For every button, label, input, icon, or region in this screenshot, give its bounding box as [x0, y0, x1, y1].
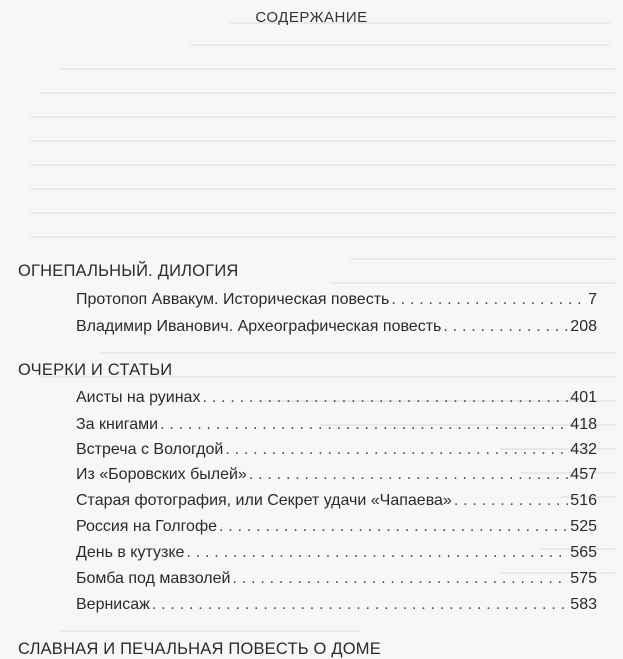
toc-entry-page: 516: [570, 492, 597, 509]
toc-entry[interactable]: [76, 544, 597, 562]
toc-entry-page: 565: [570, 544, 597, 561]
toc-entry[interactable]: [76, 492, 597, 510]
toc-entry-title: Аисты на руинах: [76, 389, 201, 406]
toc-entry[interactable]: [76, 291, 597, 309]
toc-entry[interactable]: [76, 596, 597, 614]
toc-entry-page: 575: [570, 570, 597, 587]
toc-entry-title: Бомба под мавзолей: [76, 570, 231, 587]
leader-dots: [160, 416, 568, 434]
toc-entry-page: 432: [570, 441, 597, 458]
toc-entry[interactable]: [76, 318, 597, 336]
toc-entry-title: День в кутузке: [76, 544, 185, 561]
toc-entry-title: Владимир Иванович. Археографическая повесть: [76, 318, 442, 335]
leader-dots: [219, 518, 568, 536]
toc-entry-title: Вернисаж: [76, 596, 150, 613]
toc-entry-title: Протопоп Аввакум. Историческая повесть: [76, 291, 390, 308]
toc-entry[interactable]: [76, 518, 597, 536]
toc-entry[interactable]: [76, 466, 597, 484]
section-title-ocherki: ОЧЕРКИ И СТАТЬИ: [18, 361, 173, 379]
leader-dots: [186, 544, 568, 562]
leader-dots: [443, 318, 568, 336]
toc-entry-page: 525: [570, 518, 597, 535]
toc-entry-page: 7: [588, 291, 597, 308]
toc-entry-page: 208: [570, 318, 597, 335]
leader-dots: [152, 596, 568, 614]
leader-dots: [202, 389, 568, 407]
toc-entry-title: Из «Боровских былей»: [76, 466, 247, 483]
toc-entry-page: 401: [570, 389, 597, 406]
section-title-slavnaya: СЛАВНАЯ И ПЕЧАЛЬНАЯ ПОВЕСТЬ О ДОМЕ: [18, 640, 381, 658]
section-title-ognepalny: ОГНЕПАЛЬНЫЙ. ДИЛОГИЯ: [18, 262, 239, 280]
toc-entry-page: 418: [570, 416, 597, 433]
page-title: СОДЕРЖАНИЕ: [255, 9, 368, 26]
toc-entry-title: За книгами: [76, 416, 159, 433]
toc-entry-title: Встреча с Вологдой: [76, 441, 224, 458]
toc-entry[interactable]: [76, 441, 597, 459]
leader-dots: [454, 492, 568, 510]
leader-dots: [391, 291, 586, 309]
leader-dots: [232, 570, 568, 588]
toc-entry-title: Россия на Голгофе: [76, 518, 218, 535]
toc-entry[interactable]: [76, 570, 597, 588]
toc-entry-title: Старая фотография, или Секрет удачи «Чапаева»: [76, 492, 452, 509]
toc-entry[interactable]: [76, 389, 597, 407]
toc-entry[interactable]: [76, 416, 597, 434]
leader-dots: [225, 441, 568, 459]
leader-dots: [249, 466, 568, 484]
toc-entry-page: 583: [570, 596, 597, 613]
toc-entry-page: 457: [570, 466, 597, 483]
